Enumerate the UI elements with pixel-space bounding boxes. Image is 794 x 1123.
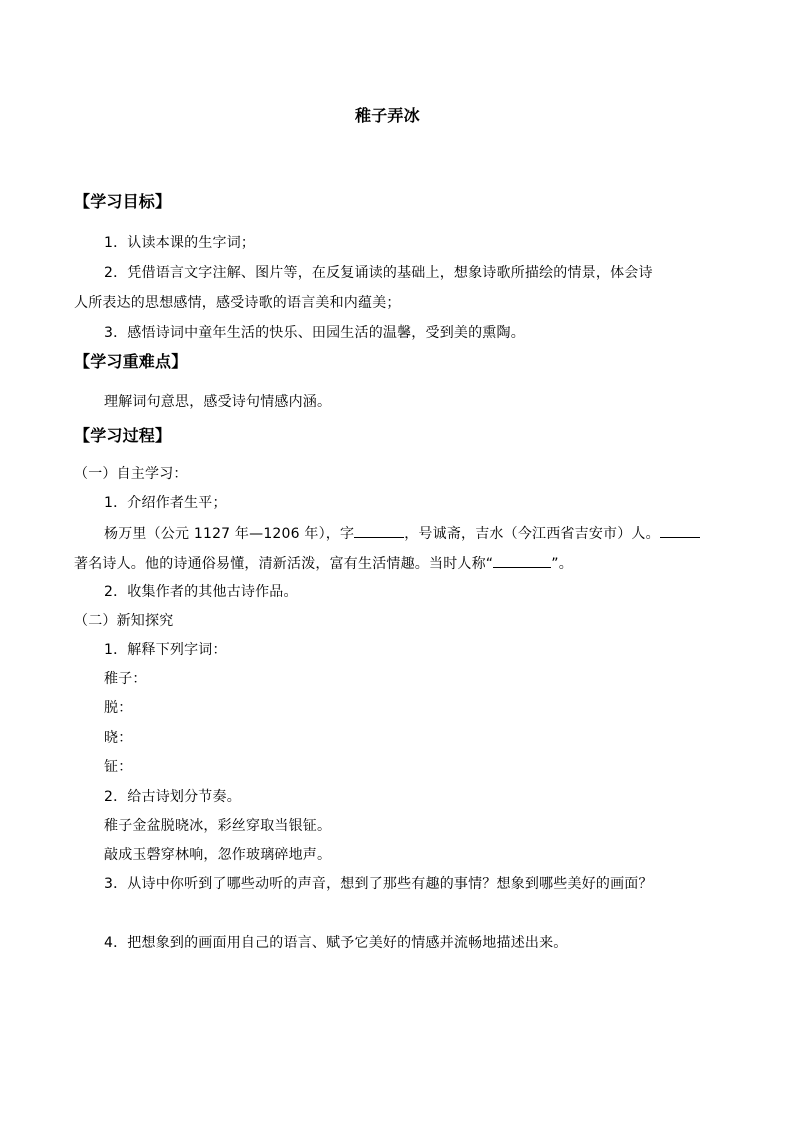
exploration-item-3: 3．从诗中你听到了哪些动听的声音，想到了那些有趣的事情？想象到哪些美好的画面？ [104,876,653,892]
exploration-item-4: 4．把想象到的画面用自己的语言、赋予它美好的情感并流畅地描述出来。 [104,935,568,951]
objective-item-3: 3．感悟诗词中童年生活的快乐、田园生活的温馨，受到美的熏陶。 [104,325,525,341]
word-zhizi: 稚子： [104,671,147,687]
key-points-heading: 【学习重难点】 [74,352,188,371]
poem-line-2: 敲成玉磬穿林响，忽作玻璃碎地声。 [104,847,332,863]
exploration-item-1: 1．解释下列字词： [104,642,227,658]
dynasty-blank [660,523,700,538]
nickname-blank [493,553,551,568]
objective-item-2: 2．凭借语言文字注解、图片等，在反复诵读的基础上，想象诗歌所描绘的情景，体会诗 [104,265,653,281]
key-points-text: 理解词句意思，感受诗句情感内涵。 [104,394,332,410]
exploration-title: （二）新知探究 [74,613,174,629]
self-study-item-2: 2．收集作者的其他古诗作品。 [104,584,298,600]
self-study-title: （一）自主学习： [74,466,188,482]
word-tuo: 脱： [104,700,133,716]
poem-line-1: 稚子金盆脱晓冰，彩丝穿取当银钲。 [104,818,332,834]
exploration-item-2: 2．给古诗划分节奏。 [104,789,241,805]
objectives-heading: 【学习目标】 [74,192,172,211]
objective-item-2-continued: 人所表达的思想感情，感受诗歌的语言美和内蕴美； [74,295,401,311]
author-bio-text-c: 著名诗人。他的诗通俗易懂，清新活泼，富有生活情趣。当时人称“ [74,556,494,572]
word-xiao: 晓： [104,730,133,746]
author-bio-text-b: ，号诚斋，吉水（今江西省吉安市）人。 [404,526,660,542]
author-bio-text-d: ”。 [551,556,573,572]
page-title: 稚子弄冰 [355,106,420,125]
objective-item-1: 1．认读本课的生字词； [104,235,256,251]
author-bio-text-a: 杨万里（公元 1127 年—1206 年），字 [104,526,355,542]
self-study-item-1: 1．介绍作者生平； [104,495,227,511]
courtesy-name-blank [354,523,404,538]
word-zheng: 钲： [104,759,133,775]
author-bio-line-1 [104,523,700,544]
process-heading: 【学习过程】 [74,426,172,445]
author-bio-line-2 [74,553,573,574]
